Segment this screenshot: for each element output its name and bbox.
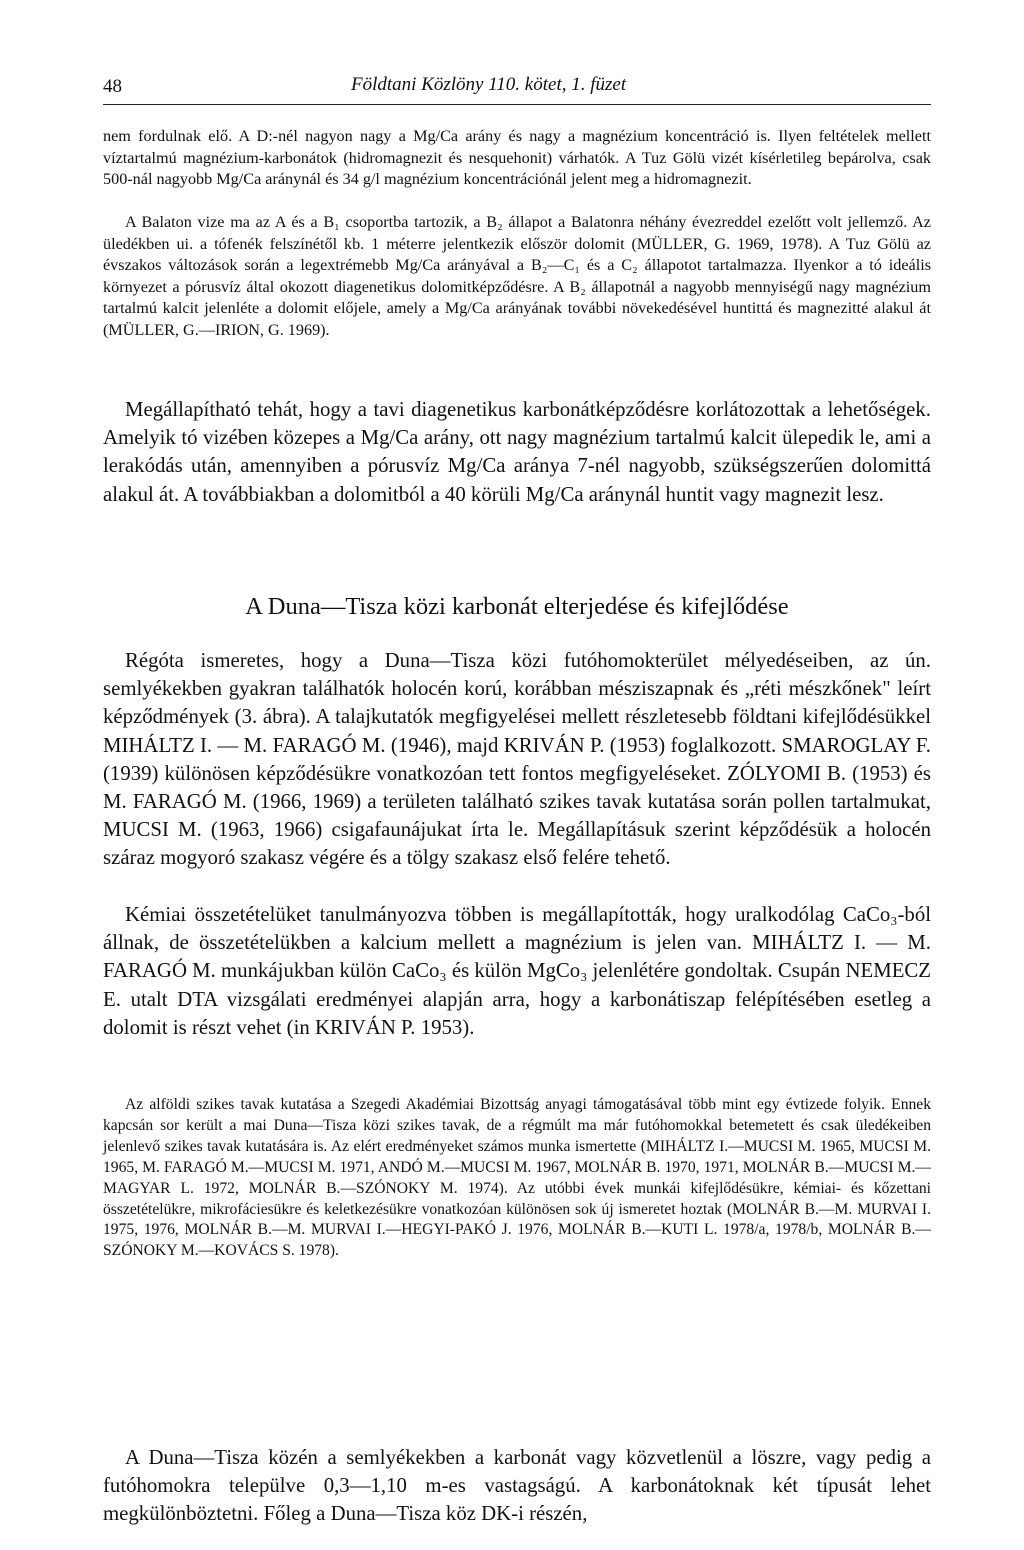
section-heading: A Duna—Tisza közi karbonát elterjedése és kifejlődése bbox=[245, 593, 789, 620]
paragraph-1: nem fordulnak elő. A D:-nél nagyon nagy a Mg/Ca arány és nagy a magnézium koncentráció is. Ilyen feltételek mellett víztartalmú magnézium-karbonátok (hidromagnezit és nesquehonit) várhatók. A Tuz Gölü vizét kísérletileg bepárolva, csak 500-nál nagyobb Mg/Ca aránynál és 34 g/l magnézium koncentrációnál jelent meg a hidromagnezit. bbox=[103, 127, 931, 188]
page-header bbox=[103, 74, 931, 105]
paragraph-3: Megállapítható tehát, hogy a tavi diagenetikus karbonátképződésre korlátozottak a lehetőségek. Amelyik tó vizében közepes a Mg/Ca arány, ott nagy magnézium tartalmú kalcit ülepedik le, ami a lerakódás után, amennyiben a pórusvíz Mg/Ca aránya 7-nél nagyobb, szükségszerűen dolomittá alakul át. A továbbiakban a dolomitból a 40 körüli Mg/Ca aránynál huntit vagy magnezit lesz. bbox=[103, 398, 931, 506]
journal-title: Földtani Közlöny 110. kötet, 1. füzet bbox=[351, 74, 627, 95]
page-number: 48 bbox=[103, 76, 122, 97]
paragraph-4: Régóta ismeretes, hogy a Duna—Tisza közi futóhomokterület mélyedéseiben, az ún. semlyékekben gyakran találhatók holocén korú, korábban mésziszapnak és „réti mészkőnek" leírt képződmények (3. ábra). A talajkutatók megfigyelései mellett részletesebb földtani kifejlődésükkel MIHÁLTZ I. — M. FARAGÓ M. (1946), majd KRIVÁN P. (1953) foglalkozott. SMAROGLAY F. (1939) különösen képződésükre vonatkozóan tett fontos megfigyeléseket. ZÓLYOMI B. (1953) és M. FARAGÓ M. (1966, 1969) a területen található szikes tavak kutatása során pollen tartalmukat, MUCSI M. (1963, 1966) csigafaunájukat írta le. Megállapításuk szerint képződésük a holocén száraz mogyoró szakasz végére és a tölgy szakasz első felére tehető. bbox=[103, 649, 931, 870]
footnote: Az alföldi szikes tavak kutatása a Szegedi Akadémiai Bizottság anyagi támogatásával több mint egy évtizede folyik. Ennek kapcsán sor került a mai Duna—Tisza közi szikes tavak, de a régmúlt ma már futóhomokkal betemetett és csak üledékeiben jelenlevő szikes tavak kutatására is. Az elért eredményeket számos munka ismertette (MIHÁLTZ I.—MUCSI M. 1965, MUCSI M. 1965, M. FARAGÓ M.—MUCSI M. 1971, ANDÓ M.—MUCSI M. 1967, MOLNÁR B. 1970, 1971, MOLNÁR B.—MUCSI M.—MAGYAR L. 1972, MOLNÁR B.—SZÓNOKY M. 1974). Az utóbbi évek munkái kifejlődésükre, kémiai- és kőzettani összetételükre, mikrofáciesükre és keletkezésükre vonatkozóan különösen sok új ismeretet hoztak (MOLNÁR B.—M. MURVAI I. 1975, 1976, MOLNÁR B.—M. MURVAI I.—HEGYI-PAKÓ J. 1976, MOLNÁR B.—KUTI L. 1978/a, 1978/b, MOLNÁR B.—SZÓNOKY M.—KOVÁCS S. 1978). bbox=[103, 1096, 931, 1260]
paragraph-6: A Duna—Tisza közén a semlyékekben a karbonát vagy közvetlenül a löszre, vagy pedig a futóhomokra települve 0,3—1,10 m-es vastagságú. A karbonátoknak két típusát lehet megkülönböztetni. Főleg a Duna—Tisza köz DK-i részén, bbox=[103, 1446, 931, 1526]
paragraph-2: A Balaton vize ma az A és a B₁ csoportba tartozik, a B₂ állapot a Balatonra néhány évezreddel ezelőtt volt jellemző. Az üledékben ui. a tófenék felszínétől kb. 1 méterre jelentkezik először dolomit (MÜLLER, G. 1969, 1978). A Tuz Gölü az évszakos változások során a legextrémebb Mg/Ca arányával a B₂—C₁ és a C₂ állapotot tartalmazza. Ilyenkor a tó ideális környezet a pórusvíz által okozott diagenetikus dolomitképződésre. A B₂ állapotnál a nagyobb mennyiségű nagy magnézium tartalmú kalcit jelenléte a dolomit előjele, amely a Mg/Ca arányának további növekedésével huntittá és magnezitté alakul át (MÜLLER, G.—IRION, G. 1969). bbox=[103, 213, 931, 339]
paragraph-5: Kémiai összetételüket tanulmányozva többen is megállapították, hogy uralkodólag CaCo₃-ból állnak, de összetételükben a kalcium mellett a magnézium is jelen van. MIHÁLTZ I. — M. FARAGÓ M. munkájukban külön CaCo₃ és külön MgCo₃ jelenlétére gondoltak. Csupán NEMECZ E. utalt DTA vizsgálati eredményei alapján arra, hogy a karbonátiszap felépítésében esetleg a dolomit is részt vehet (in KRIVÁN P. 1953). bbox=[103, 903, 932, 1039]
